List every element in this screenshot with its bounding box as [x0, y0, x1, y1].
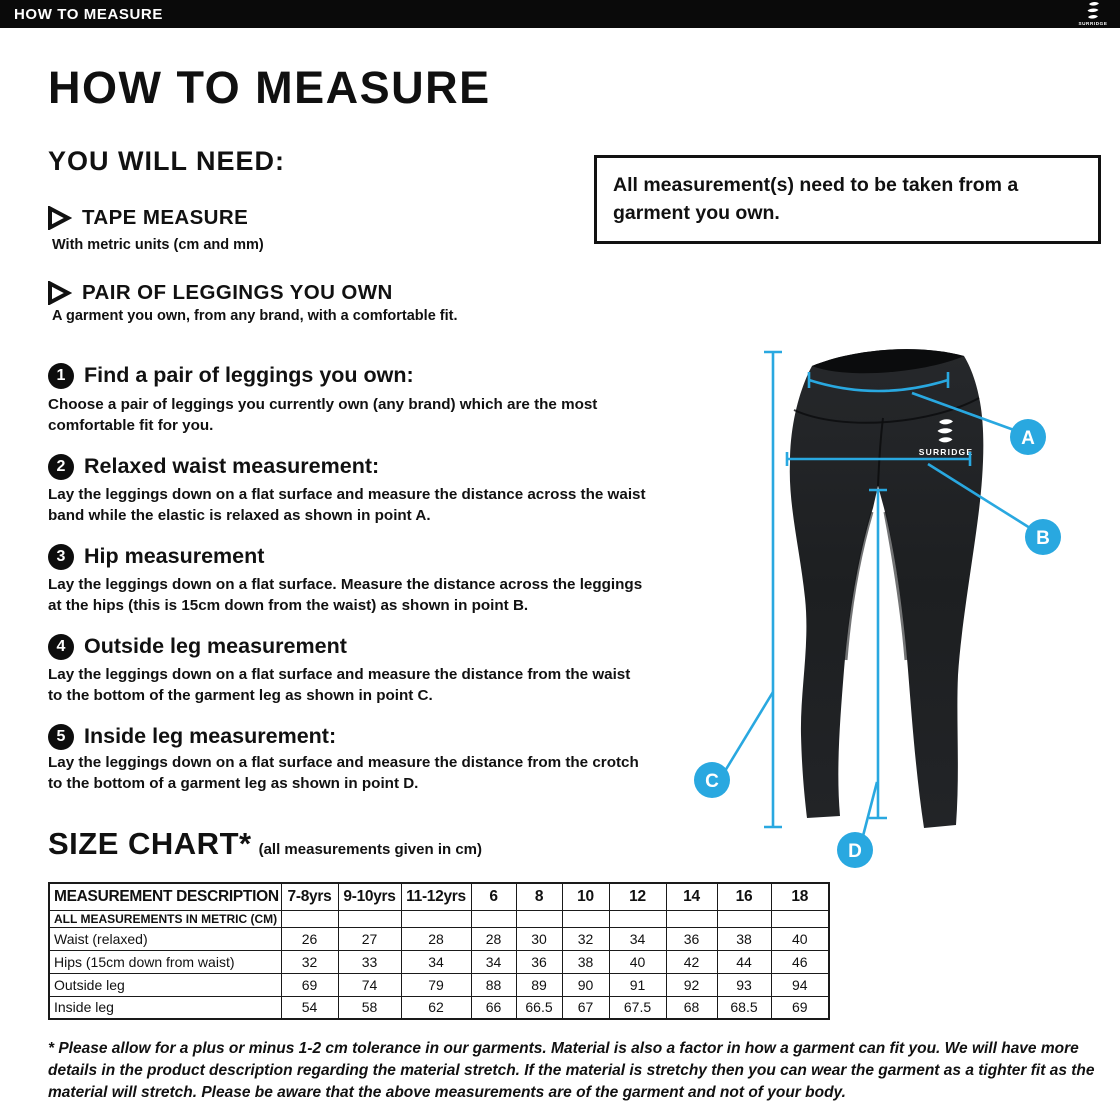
cell: 26 [281, 927, 338, 950]
table-header-row [49, 883, 829, 910]
play-triangle-icon [46, 206, 72, 230]
requirement-tape-measure-sub: With metric units (cm and mm) [52, 237, 264, 253]
cell: 28 [471, 927, 516, 950]
callout-c-label: C [705, 771, 719, 792]
row-label: Inside leg [49, 996, 281, 1019]
cell: 30 [516, 927, 562, 950]
cell: 38 [717, 927, 771, 950]
cell: 62 [401, 996, 471, 1019]
cell: 66 [471, 996, 516, 1019]
inside-leg-leader-line [863, 782, 877, 836]
header-size-12: 12 [609, 883, 666, 910]
header-size-10: 10 [562, 883, 609, 910]
leggings-measurement-diagram [680, 340, 1120, 880]
header-size-14: 14 [666, 883, 717, 910]
step-2-body: Lay the leggings down on a flat surface and measure the distance across the waist band while the elastic is relaxed as shown in point A. [48, 486, 646, 525]
play-triangle-icon [46, 281, 72, 305]
cell: 36 [666, 927, 717, 950]
note-box: All measurement(s) need to be taken from a garment you own. [594, 155, 1101, 244]
size-chart-subtitle: (all measurements given in cm) [258, 841, 482, 858]
requirement-tape-measure-label: TAPE MEASURE [82, 206, 249, 229]
metric-note-row [49, 910, 829, 927]
size-chart-table [48, 882, 830, 1020]
cell: 67 [562, 996, 609, 1019]
cell: 67.5 [609, 996, 666, 1019]
step-2-badge: 2 [48, 454, 74, 480]
cell: 40 [771, 927, 829, 950]
cell: 92 [666, 973, 717, 996]
cell: 32 [281, 950, 338, 973]
cell: 68.5 [717, 996, 771, 1019]
cell: 34 [471, 950, 516, 973]
cell: 34 [609, 927, 666, 950]
cell: 69 [281, 973, 338, 996]
header-size-8: 8 [516, 883, 562, 910]
cell: 54 [281, 996, 338, 1019]
header-7-8yrs: 7-8yrs [281, 883, 338, 910]
metric-note-cell: ALL MEASUREMENTS IN METRIC (CM) [49, 910, 281, 927]
cell: 79 [401, 973, 471, 996]
row-label: Waist (relaxed) [49, 927, 281, 950]
size-chart-title: SIZE CHART* [48, 826, 252, 861]
cell: 91 [609, 973, 666, 996]
step-3-badge: 3 [48, 544, 74, 570]
tolerance-footnote: * Please allow for a plus or minus 1-2 cm tolerance in our garments. Material is also a factor in how a garment can fit you. We will have more details in the product description regarding the material stretch. If the material is stretchy then you can wear the garment as a tighter fit as the material will stretch. Please be aware that the above measurements are of the garment and not of your body. [48, 1040, 1095, 1101]
cell: 66.5 [516, 996, 562, 1019]
row-label: Outside leg [49, 973, 281, 996]
cell: 74 [338, 973, 401, 996]
step-4-title: Outside leg measurement [84, 634, 347, 658]
cell: 94 [771, 973, 829, 996]
header-size-6: 6 [471, 883, 516, 910]
cell: 36 [516, 950, 562, 973]
row-label: Hips (15cm down from waist) [49, 950, 281, 973]
top-bar-title: HOW TO MEASURE [14, 5, 163, 23]
step-3-title: Hip measurement [84, 544, 265, 568]
step-4-body: Lay the leggings down on a flat surface and measure the distance from the waist to the bottom of the garment leg as shown in point C. [48, 666, 631, 705]
cell: 93 [717, 973, 771, 996]
page-title: HOW TO MEASURE [48, 62, 491, 113]
cell: 44 [717, 950, 771, 973]
step-1-body: Choose a pair of leggings you currently own (any brand) which are the most comfortable fit for you. [48, 396, 598, 435]
cell: 89 [516, 973, 562, 996]
cell: 28 [401, 927, 471, 950]
cell: 69 [771, 996, 829, 1019]
table-row-waist [49, 927, 829, 950]
callout-b-label: B [1036, 528, 1050, 549]
cell: 40 [609, 950, 666, 973]
step-1-title: Find a pair of leggings you own: [84, 363, 414, 387]
table-row-inside-leg [49, 996, 829, 1019]
header-size-18: 18 [771, 883, 829, 910]
header-11-12yrs: 11-12yrs [401, 883, 471, 910]
cell: 27 [338, 927, 401, 950]
callout-a-label: A [1021, 428, 1035, 449]
cell: 58 [338, 996, 401, 1019]
step-4-badge: 4 [48, 634, 74, 660]
cell: 46 [771, 950, 829, 973]
cell: 33 [338, 950, 401, 973]
requirement-leggings-sub: A garment you own, from any brand, with a comfortable fit. [52, 308, 458, 324]
cell: 90 [562, 973, 609, 996]
size-chart-heading [48, 826, 482, 862]
header-size-16: 16 [717, 883, 771, 910]
header-9-10yrs: 9-10yrs [338, 883, 401, 910]
garment-logo-text: SURRIDGE [918, 447, 974, 457]
step-2-title: Relaxed waist measurement: [84, 454, 380, 478]
surridge-logo-icon [1076, 1, 1110, 27]
callout-d-label: D [848, 841, 862, 862]
step-5-title: Inside leg measurement: [84, 724, 337, 748]
step-1-badge: 1 [48, 363, 74, 389]
header-measurement-description: MEASUREMENT DESCRIPTION [49, 883, 281, 910]
cell: 68 [666, 996, 717, 1019]
surridge-logo-text: SURRIDGE [1078, 21, 1108, 26]
cell: 42 [666, 950, 717, 973]
top-bar [0, 0, 1120, 28]
step-3-body: Lay the leggings down on a flat surface. Measure the distance across the leggings at the hips (this is 15cm down from the waist) as shown in point B. [48, 576, 643, 615]
cell: 32 [562, 927, 609, 950]
step-5-body: Lay the leggings down on a flat surface and measure the distance from the crotch to the bottom of a garment leg as shown in point D. [48, 754, 639, 793]
cell: 38 [562, 950, 609, 973]
table-row-hips [49, 950, 829, 973]
step-5-badge: 5 [48, 724, 74, 750]
outside-leg-leader-line [725, 692, 773, 771]
leggings-figure [790, 349, 984, 828]
cell: 88 [471, 973, 516, 996]
requirement-leggings-label: PAIR OF LEGGINGS YOU OWN [82, 281, 393, 304]
table-row-outside-leg [49, 973, 829, 996]
cell: 34 [401, 950, 471, 973]
you-will-need-heading: YOU WILL NEED: [48, 146, 286, 176]
